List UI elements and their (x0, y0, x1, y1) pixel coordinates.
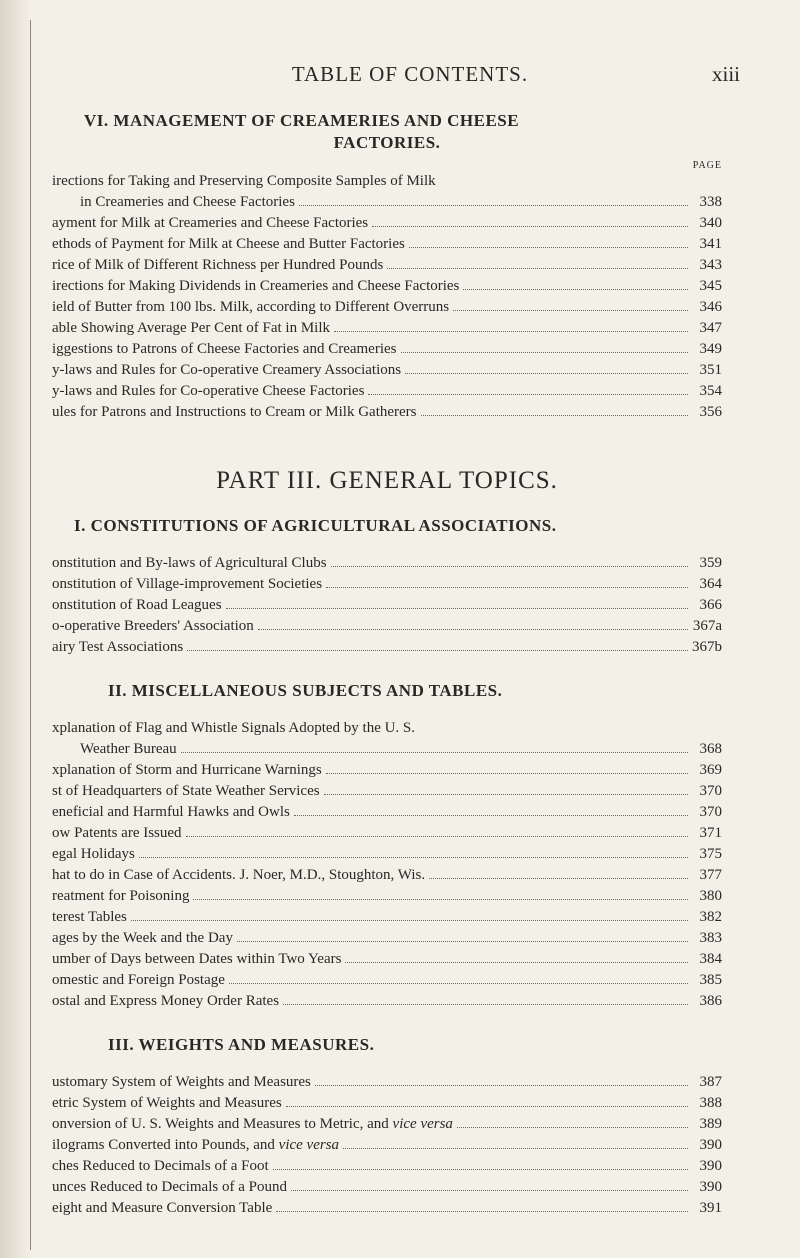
leader-dots (409, 235, 688, 248)
leader-dots (273, 1157, 688, 1170)
toc-entry (52, 297, 722, 318)
toc-entry-title: y-laws and Rules for Co-operative Creamery Associations (52, 362, 402, 378)
section-vi-entries (52, 171, 722, 423)
toc-entry-title: onstitution of Village-improvement Societies (52, 576, 323, 592)
toc-entry-title: rice of Milk of Different Richness per Hundred Pounds (52, 257, 384, 273)
toc-entry (52, 1114, 722, 1135)
toc-entry-page: 347 (699, 320, 722, 336)
toc-entry (52, 886, 722, 907)
leader-dots (283, 992, 688, 1005)
leader-dots (331, 554, 688, 567)
toc-entry (52, 595, 722, 616)
toc-entry-title: onstitution of Road Leagues (52, 597, 222, 613)
toc-entry (52, 234, 722, 255)
toc-entry (52, 991, 722, 1012)
toc-entry-title: ield of Butter from 100 lbs. Milk, according to Different Overruns (52, 299, 450, 315)
page-binding-shadow (0, 0, 32, 1258)
toc-entry-title: onstitution and By-laws of Agricultural Clubs (52, 555, 327, 571)
section-heading-vi-line1: VI. MANAGEMENT OF CREAMERIES AND CHEESE (84, 111, 520, 130)
toc-entry-page: 386 (699, 993, 722, 1009)
toc-entry-title: ow Patents are Issued (52, 825, 182, 841)
toc-entry-page: 382 (699, 909, 722, 925)
leader-dots (326, 575, 688, 588)
toc-entry-title: terest Tables (52, 909, 127, 925)
running-head-title: TABLE OF CONTENTS. (291, 62, 529, 86)
toc-entry-title: xplanation of Storm and Hurricane Warnings (52, 762, 322, 778)
toc-entry-page: 367a (692, 618, 722, 634)
toc-entry-title: irections for Taking and Preserving Composite Samples of Milk (52, 173, 436, 189)
toc-entry-title: unces Reduced to Decimals of a Pound (52, 1179, 287, 1195)
toc-entry (52, 339, 722, 360)
leader-dots (229, 971, 688, 984)
toc-entry-title: irections for Making Dividends in Creameries and Cheese Factories (52, 278, 460, 294)
toc-entry (52, 192, 722, 213)
toc-entry-page: 371 (699, 825, 722, 841)
leader-dots (324, 782, 688, 795)
toc-entry-page: 364 (699, 576, 722, 592)
toc-entry-title: able Showing Average Per Cent of Fat in Milk (52, 320, 331, 336)
toc-entry-title: y-laws and Rules for Co-operative Cheese Factories (52, 383, 365, 399)
toc-entry (52, 381, 722, 402)
leader-dots (405, 361, 688, 374)
toc-entry-page: 370 (699, 804, 722, 820)
leader-dots (368, 382, 688, 395)
leader-dots (299, 193, 688, 206)
section-ii-entries (52, 718, 722, 1012)
toc-entry-title: ostal and Express Money Order Rates (52, 993, 280, 1009)
leader-dots (387, 256, 688, 269)
toc-entry-page: 349 (699, 341, 722, 357)
toc-entry-title: hat to do in Case of Accidents. J. Noer, M.D., Stoughton, Wis. (52, 867, 426, 883)
toc-entry-page: 369 (699, 762, 722, 778)
toc-entry (52, 802, 722, 823)
toc-entry-page: 345 (699, 278, 722, 294)
toc-entry-title: eight and Measure Conversion Table (52, 1200, 273, 1216)
section-heading-i: I. CONSTITUTIONS OF AGRICULTURAL ASSOCIATIONS. (74, 516, 557, 535)
section-i-entries (52, 553, 722, 658)
leader-dots (457, 1115, 688, 1128)
toc-entry-title: etric System of Weights and Measures (52, 1095, 282, 1111)
leader-dots (193, 887, 688, 900)
toc-entry (52, 276, 722, 297)
toc-entry-title: airy Test Associations (52, 639, 184, 655)
toc-entry-title: ustomary System of Weights and Measures (52, 1074, 311, 1090)
toc-entry-title: iggestions to Patrons of Cheese Factories and Creameries (52, 341, 397, 357)
leader-dots (291, 1178, 688, 1191)
toc-entry-title: egal Holidays (52, 846, 135, 862)
toc-entry-line (52, 171, 722, 192)
running-head (100, 62, 740, 92)
section-heading-ii: II. MISCELLANEOUS SUBJECTS AND TABLES. (108, 681, 503, 700)
page-number: xiii (711, 62, 740, 86)
toc-entry-title: ayment for Milk at Creameries and Cheese Factories (52, 215, 369, 231)
toc-entry (52, 1135, 722, 1156)
toc-entry (52, 318, 722, 339)
leader-dots (139, 845, 688, 858)
toc-entry-page: 390 (699, 1179, 722, 1195)
toc-entry (52, 760, 722, 781)
toc-entry-page: 375 (699, 846, 722, 862)
toc-entry-page: 388 (699, 1095, 722, 1111)
toc-entry-page: 390 (699, 1158, 722, 1174)
toc-entry-page: 390 (699, 1137, 722, 1153)
toc-entry (52, 907, 722, 928)
toc-entry-title: eneficial and Harmful Hawks and Owls (52, 804, 290, 820)
toc-entry-page: 385 (699, 972, 722, 988)
toc-entry-page: 346 (699, 299, 722, 315)
toc-entry-title: ules for Patrons and Instructions to Cream or Milk Gatherers (52, 404, 417, 420)
toc-entry-title: o-operative Breeders' Association (52, 618, 254, 634)
toc-entry-title: umber of Days between Dates within Two Years (52, 951, 342, 967)
toc-entry (52, 213, 722, 234)
section-iii-entries (52, 1072, 722, 1219)
leader-dots (372, 214, 688, 227)
toc-entry (52, 360, 722, 381)
toc-entry-title: ages by the Week and the Day (52, 930, 233, 946)
toc-entry (52, 1177, 722, 1198)
toc-entry-page: 340 (699, 215, 722, 231)
toc-entry (52, 637, 722, 658)
toc-entry (52, 616, 722, 637)
toc-entry (52, 823, 722, 844)
toc-entry (52, 402, 722, 423)
toc-entry-page: 359 (699, 555, 722, 571)
toc-entry (52, 949, 722, 970)
toc-entry-page: 389 (699, 1116, 722, 1132)
toc-entry (52, 970, 722, 991)
toc-entry-page: 341 (699, 236, 722, 252)
toc-entry-page: 384 (699, 951, 722, 967)
toc-entry-page: 338 (699, 194, 722, 210)
toc-entry-page: 383 (699, 930, 722, 946)
toc-entry-page: 356 (699, 404, 722, 420)
leader-dots (187, 638, 688, 651)
leader-dots (258, 617, 688, 630)
toc-entry (52, 1156, 722, 1177)
toc-entry-title: ethods of Payment for Milk at Cheese and Butter Factories (52, 236, 405, 252)
toc-entry-title: ches Reduced to Decimals of a Foot (52, 1158, 269, 1174)
toc-entry (52, 574, 722, 595)
toc-entry-page: 370 (699, 783, 722, 799)
toc-entry-title: reatment for Poisoning (52, 888, 190, 904)
leader-dots (286, 1094, 688, 1107)
leader-dots (315, 1073, 688, 1086)
toc-entry (52, 1198, 722, 1219)
toc-entry (52, 255, 722, 276)
section-heading-vi-line2: FACTORIES. (333, 133, 441, 152)
leader-dots (421, 403, 688, 416)
leader-dots (334, 319, 688, 332)
toc-entry-line (52, 718, 722, 739)
toc-entry-title: st of Headquarters of State Weather Services (52, 783, 320, 799)
leader-dots (237, 929, 688, 942)
toc-entry (52, 739, 722, 760)
toc-entry-page: 343 (699, 257, 722, 273)
binding-edge-line (30, 20, 31, 1250)
leader-dots (226, 596, 688, 609)
part-title: PART III. GENERAL TOPICS. (216, 467, 558, 494)
section-heading-vi (84, 110, 722, 154)
toc-entry-title-continued: in Creameries and Cheese Factories (80, 194, 295, 210)
toc-entry-title: xplanation of Flag and Whistle Signals Adopted by the U. S. (52, 720, 416, 736)
leader-dots (429, 866, 688, 879)
toc-entry (52, 844, 722, 865)
toc-content (52, 110, 722, 1219)
toc-entry-page: 387 (699, 1074, 722, 1090)
toc-entry-page: 380 (699, 888, 722, 904)
toc-entry-page: 368 (699, 741, 722, 757)
leader-dots (343, 1136, 688, 1149)
toc-entry-title: ilograms Converted into Pounds, and vice versa (52, 1137, 340, 1153)
toc-entry-page: 354 (699, 383, 722, 399)
toc-entry (52, 1072, 722, 1093)
toc-entry (52, 781, 722, 802)
toc-entry-page: 377 (699, 867, 722, 883)
leader-dots (401, 340, 688, 353)
toc-entry-title: onversion of U. S. Weights and Measures to Metric, and vice versa (52, 1116, 453, 1132)
toc-entry-page: 367b (692, 639, 722, 655)
toc-entry-page: 391 (699, 1200, 722, 1216)
leader-dots (326, 761, 688, 774)
toc-entry (52, 1093, 722, 1114)
leader-dots (453, 298, 688, 311)
leader-dots (186, 824, 688, 837)
leader-dots (463, 277, 688, 290)
leader-dots (181, 740, 688, 753)
toc-entry (52, 928, 722, 949)
leader-dots (131, 908, 688, 921)
leader-dots (276, 1199, 688, 1212)
toc-entry-title: omestic and Foreign Postage (52, 972, 225, 988)
toc-entry-page: 351 (699, 362, 722, 378)
section-heading-iii: III. WEIGHTS AND MEASURES. (108, 1035, 375, 1054)
toc-entry-page: 366 (699, 597, 722, 613)
page-column-label: PAGE (692, 160, 722, 171)
toc-entry (52, 553, 722, 574)
toc-entry-title-continued: Weather Bureau (80, 741, 177, 757)
leader-dots (294, 803, 688, 816)
leader-dots (345, 950, 688, 963)
toc-entry (52, 865, 722, 886)
